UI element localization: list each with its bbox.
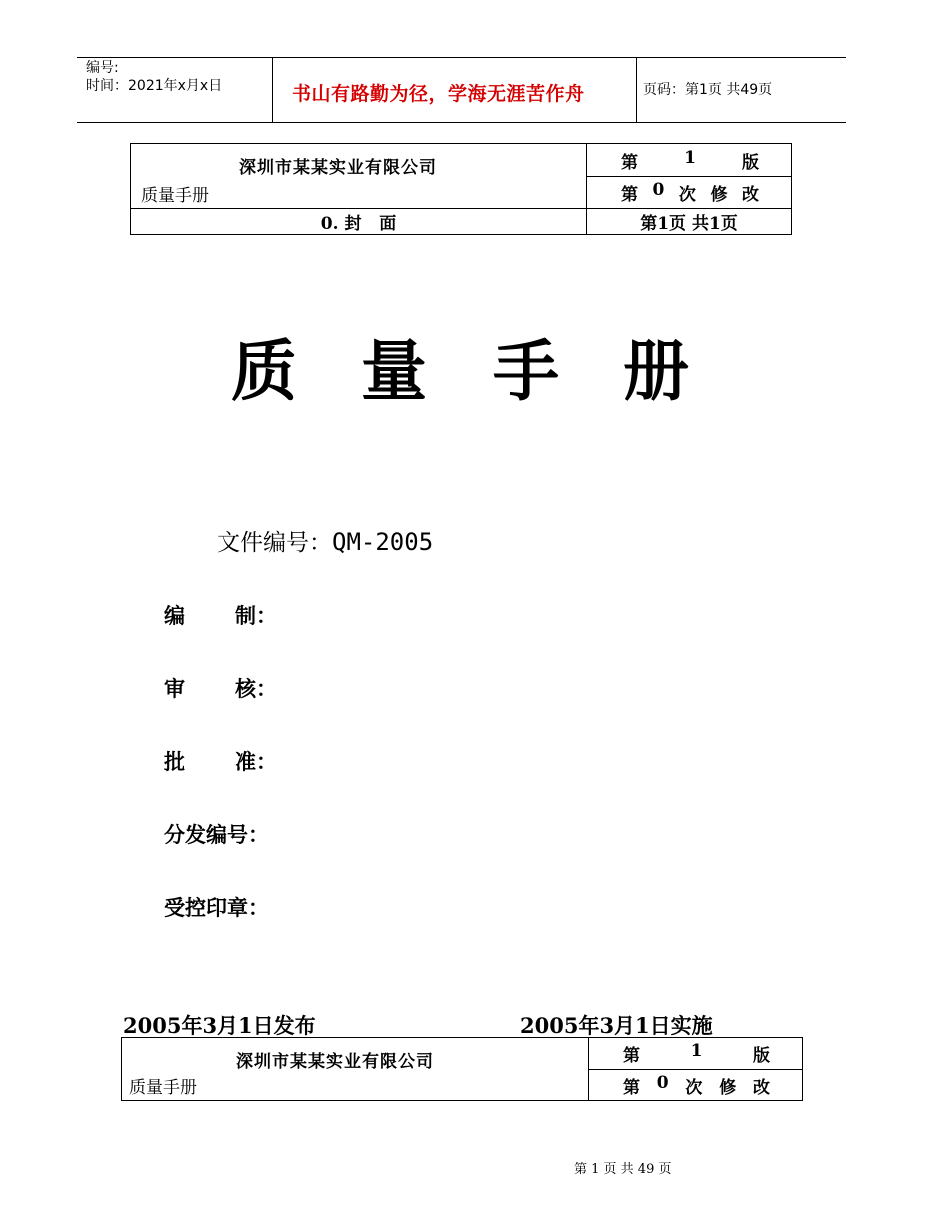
header-divider-right bbox=[636, 57, 637, 122]
bottom-edition-prefix: 第 bbox=[623, 1046, 640, 1066]
section-cell bbox=[131, 209, 587, 235]
field-review-char: 审 bbox=[164, 677, 185, 701]
header-time-label: 时间：2021年x月x日 bbox=[86, 78, 223, 94]
bottom-info-table bbox=[121, 1037, 803, 1101]
section-pages: 第1页 共1页 bbox=[640, 214, 738, 234]
bottom-revision-part: 第 bbox=[623, 1077, 640, 1098]
section-title: 0. 封 面 bbox=[320, 214, 397, 234]
header-divider-left bbox=[272, 57, 273, 122]
manual-name: 质量手册 bbox=[141, 186, 209, 206]
field-approve bbox=[164, 746, 277, 776]
header-page-label: 页码：第1页 共49页 bbox=[643, 82, 773, 98]
company-cell bbox=[131, 144, 587, 209]
field-compile bbox=[164, 600, 277, 630]
document-number bbox=[217, 524, 433, 557]
field-control-stamp: 受控印章： bbox=[164, 896, 269, 920]
field-approve-char: 批 bbox=[164, 750, 185, 774]
bottom-revision-part: 改 bbox=[752, 1077, 770, 1098]
main-title-char: 质 bbox=[231, 332, 297, 410]
document-number-value: QM-2005 bbox=[332, 528, 434, 556]
bottom-revision-part: 0 bbox=[656, 1072, 669, 1093]
bottom-revision-part: 修 bbox=[719, 1077, 737, 1098]
bottom-revision-cell bbox=[589, 1070, 803, 1101]
document-number-label: 文件编号： bbox=[217, 530, 332, 556]
revision-part: 次 bbox=[678, 185, 696, 205]
section-pages-cell bbox=[587, 209, 792, 235]
main-title-char: 量 bbox=[361, 332, 427, 410]
bottom-company-cell bbox=[122, 1038, 589, 1101]
revision-part: 改 bbox=[741, 185, 759, 205]
revision-part: 修 bbox=[710, 185, 728, 205]
edition-number: 1 bbox=[684, 147, 696, 168]
document-info-table bbox=[130, 143, 792, 235]
field-compile-char: 编 bbox=[164, 604, 185, 628]
revision-part: 第 bbox=[621, 185, 638, 205]
bottom-edition-cell bbox=[589, 1038, 803, 1070]
bottom-edition-text bbox=[589, 1041, 802, 1066]
revision-cell bbox=[587, 177, 792, 209]
bottom-edition-suffix: 版 bbox=[753, 1046, 770, 1066]
edition-text bbox=[587, 148, 791, 173]
edition-prefix: 第 bbox=[621, 152, 638, 173]
issue-date: 2005年3月1日发布 bbox=[123, 1013, 316, 1038]
edition-cell bbox=[587, 144, 792, 177]
header-number-label: 编号: bbox=[86, 60, 119, 76]
field-approve-char: 准： bbox=[235, 750, 277, 774]
footer-page-number: 第 1 页 共 49 页 bbox=[574, 1162, 672, 1177]
revision-part: 0 bbox=[652, 180, 665, 200]
edition-suffix: 版 bbox=[742, 152, 759, 173]
header-motto: 书山有路勤为径，学海无涯苦作舟 bbox=[292, 83, 585, 105]
main-title bbox=[231, 318, 695, 410]
field-review bbox=[164, 673, 277, 703]
effective-date: 2005年3月1日实施 bbox=[520, 1013, 713, 1038]
field-distribution-number: 分发编号： bbox=[164, 823, 269, 847]
revision-text bbox=[587, 180, 791, 205]
main-title-char: 手 bbox=[493, 332, 559, 410]
company-name: 深圳市某某实业有限公司 bbox=[239, 158, 437, 178]
bottom-company-name: 深圳市某某实业有限公司 bbox=[236, 1052, 434, 1072]
bottom-edition-number: 1 bbox=[690, 1041, 703, 1061]
header-top-rule bbox=[77, 57, 846, 58]
main-title-char: 册 bbox=[623, 332, 689, 410]
bottom-revision-text bbox=[589, 1073, 802, 1098]
header-bottom-rule bbox=[77, 122, 846, 123]
bottom-revision-part: 次 bbox=[685, 1077, 703, 1098]
field-compile-char: 制： bbox=[235, 604, 277, 628]
bottom-manual-name: 质量手册 bbox=[129, 1078, 197, 1098]
field-review-char: 核： bbox=[235, 677, 277, 701]
